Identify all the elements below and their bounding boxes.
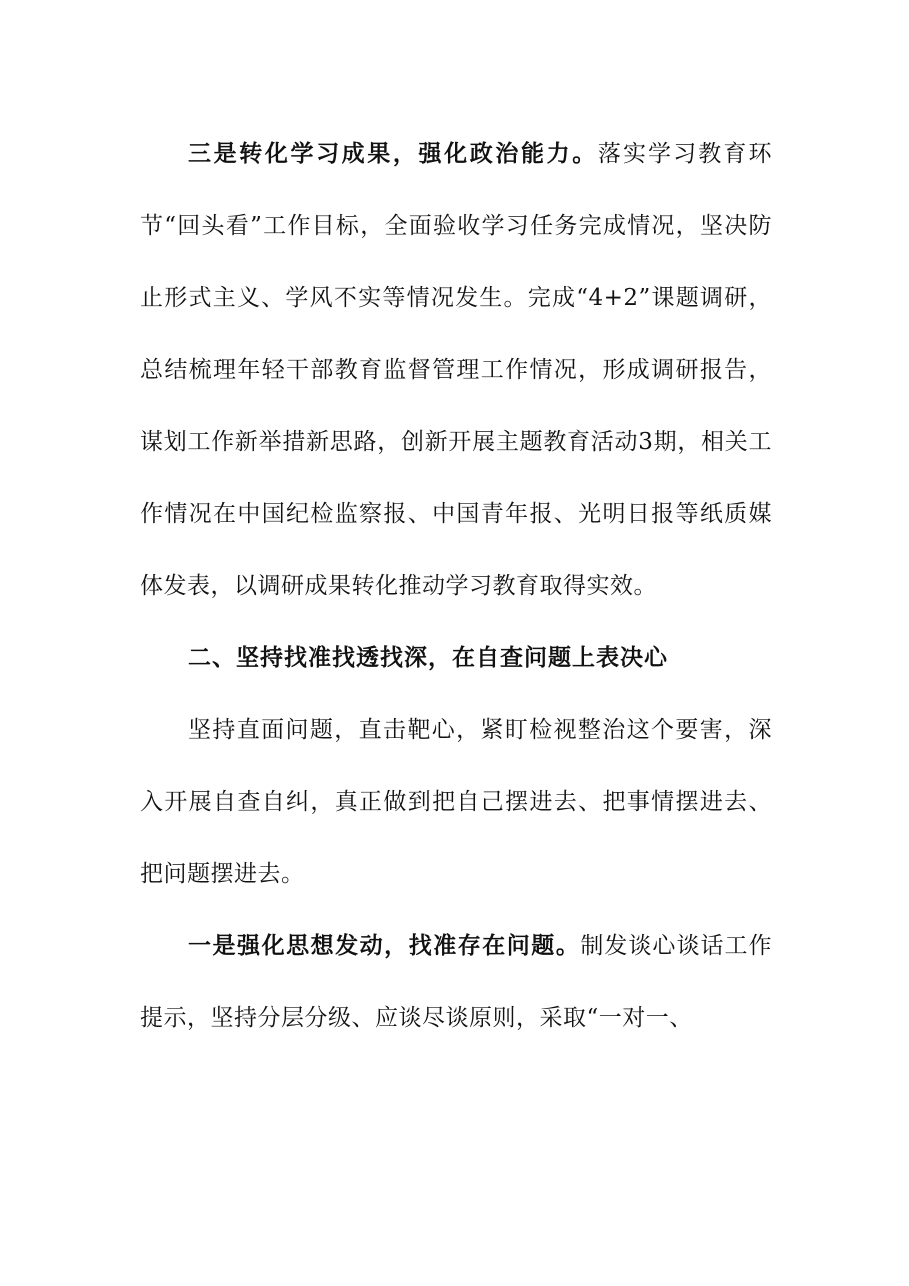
paragraph-text: 制发谈心谈话工作提示，坚持分层分级、应谈尽谈原则，采取“一对一、 [140,933,773,1031]
paragraph-text: 坚持直面问题，直击靶心，紧盯检视整治这个要害，深入开展自查自纠，真正做到把自己摆进去、把事情摆进去、把问题摆进去。 [140,717,772,887]
paragraph-transform-results [140,118,772,622]
section-heading: 二、坚持找准找透找深，在自查问题上表决心 [188,645,668,671]
paragraph-text: 落实学习教育环节“回头看”工作目标，全面验收学习任务完成情况，坚决防止形式主义、学风不实等情况发生。完成“4+2”课题调研，总结梳理年轻干部教育监督管理工作情况，形成调研报告，谋划工作新举措新思路，创新开展主题教育活动3期，相关工作情况在中国纪检监察报、中国青年报、光明日报等纸质媒体发表，以调研成果转化推动学习教育取得实效。 [140,141,773,599]
paragraph-face-problems [140,694,772,910]
paragraph-lead: 三是转化学习成果，强化政治能力。 [188,141,598,167]
paragraph-lead: 一是强化思想发动，找准存在问题。 [188,933,581,959]
paragraph-ideological-mobilization [140,910,772,1054]
document-body [140,118,772,1054]
